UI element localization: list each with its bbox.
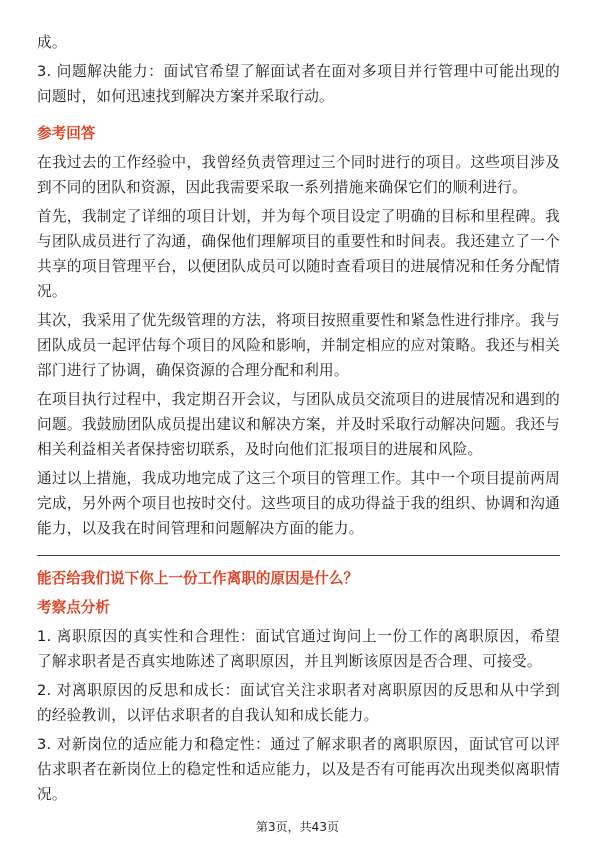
answer-paragraph: 通过以上措施，我成功地完成了这三个项目的管理工作。其中一个项目提前两周完成，另外两个项目也按时交付。这些项目的成功得益于我的组织、协调和沟通能力，以及我在时间管理和问题解决方面的能力。 (37, 470, 560, 537)
question-title: 能否给我们说下你上一份工作离职的原因是什么？ (37, 570, 359, 587)
analysis-point: 1. 离职原因的真实性和合理性：面试官通过询问上一份工作的离职原因，希望了解求职者是否真实地陈述了离职原因，并且判断该原因是否合理、可接受。 (37, 628, 560, 670)
analysis-heading: 考察点分析 (37, 599, 110, 616)
answer-paragraph: 在项目执行过程中，我定期召开会议，与团队成员交流项目的进展情况和遇到的问题。我鼓励团队成员提出建议和解决方案，并及时采取行动解决问题。我还与相关利益相关者保持密切联系，及时向他们汇报项目的进展和风险。 (37, 391, 560, 458)
answer-paragraph: 在我过去的工作经验中，我曾经负责管理过三个同时进行的项目。这些项目涉及到不同的团队和资源，因此我需要采取一系列措施来确保它们的顺利进行。 (37, 154, 560, 196)
document-page (37, 30, 560, 811)
analysis-point: 3. 对新岗位的适应能力和稳定性：通过了解求职者的离职原因，面试官可以评估求职者在新岗位上的稳定性和适应能力，以及是否有可能再次出现类似离职情况。 (37, 736, 560, 803)
section-divider (37, 555, 560, 556)
page-number: 第3页，共43页 (256, 820, 339, 834)
answer-heading: 参考回答 (37, 125, 96, 142)
answer-paragraph: 其次，我采用了优先级管理的方法，将项目按照重要性和紧急性进行排序。我与团队成员一起评估每个项目的风险和影响，并制定相应的应对策略。我还与相关部门进行了协调，确保资源的合理分配和利用。 (37, 312, 560, 379)
analysis-point: 2. 对离职原因的反思和成长：面试官关注求职者对离职原因的反思和从中学到的经验教训，以评估求职者的自我认知和成长能力。 (37, 682, 560, 724)
continuation-text: 成。 (37, 34, 67, 51)
analysis-point-3: 3. 问题解决能力：面试官希望了解面试者在面对多项目并行管理中可能出现的问题时，如何迅速找到解决方案并采取行动。 (37, 63, 560, 105)
answer-paragraph: 首先，我制定了详细的项目计划，并为每个项目设定了明确的目标和里程碑。我与团队成员进行了沟通，确保他们理解项目的重要性和时间表。我还建立了一个共享的项目管理平台，以便团队成员可以随时查看项目的进展情况和任务分配情况。 (37, 208, 560, 300)
